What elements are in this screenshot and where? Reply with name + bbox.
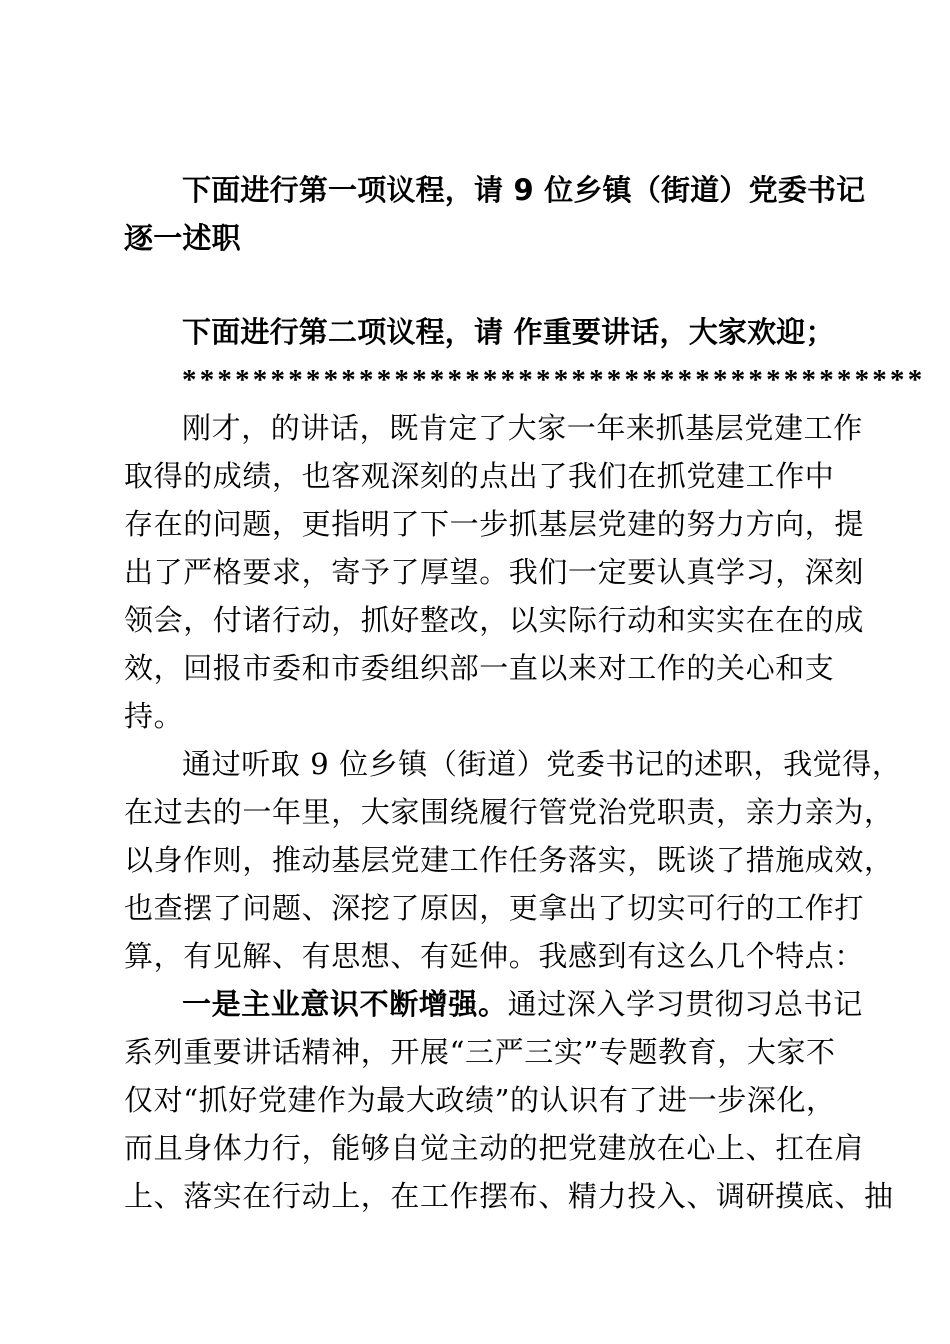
agenda-item-1-line-1: 下面进行第一项议程，请 9 位乡镇（街道）党委书记: [182, 173, 866, 207]
paragraph-1-line: 刚才，的讲话，既肯定了大家一年来抓基层党建工作: [182, 411, 863, 445]
paragraph-2-line: 通过听取 9 位乡镇（街道）党委书记的述职，我觉得，: [182, 747, 902, 781]
agenda-item-2: 下面进行第二项议程，请 作重要讲话，大家欢迎；: [182, 315, 835, 349]
paragraph-3-first-line: [182, 986, 894, 1022]
paragraph-2-line: 也查摆了问题、深挖了原因，更拿出了切实可行的工作打: [124, 891, 865, 925]
paragraph-1-line: 取得的成绩，也客观深刻的点出了我们在抓党建工作中: [124, 459, 835, 493]
agenda-item-1-line-2: 逐一述职: [124, 221, 241, 255]
paragraph-1-line: 存在的问题，更指明了下一步抓基层党建的努力方向，提: [124, 507, 865, 541]
paragraph-1-line: 出了严格要求，寄予了厚望。我们一定要认真学习，深刻: [124, 555, 865, 589]
paragraph-2-line: 在过去的一年里，大家围绕履行管党治党职责，亲力亲为，: [124, 795, 894, 829]
paragraph-3-line: 而且身体力行，能够自觉主动的把党建放在心上、扛在肩: [124, 1131, 865, 1165]
paragraph-3-lead-heading: 一是主业意识不断增强。: [182, 987, 508, 1021]
separator-stars: ******************************************: [182, 364, 926, 396]
paragraph-1-line: 领会，付诸行动，抓好整改，以实际行动和实实在在的成: [124, 603, 865, 637]
paragraph-3-line-text: 通过深入学习贯彻习总书记: [507, 987, 863, 1021]
paragraph-2-line: 以身作则，推动基层党建工作任务落实，既谈了措施成效，: [124, 843, 894, 877]
paragraph-3-line: 系列重要讲话精神，开展“三严三实”专题教育，大家不: [124, 1035, 836, 1069]
paragraph-2-line: 算，有见解、有思想、有延伸。我感到有这么几个特点：: [124, 939, 865, 973]
paragraph-1-line: 效，回报市委和市委组织部一直以来对工作的关心和支: [124, 651, 835, 685]
paragraph-1-line: 持。: [124, 699, 184, 733]
paragraph-3-line: 上、落实在行动上，在工作摆布、精力投入、调研摸底、抽: [124, 1179, 894, 1213]
paragraph-3-line: 仅对“抓好党建作为最大政绩”的认识有了进一步深化，: [124, 1083, 836, 1117]
